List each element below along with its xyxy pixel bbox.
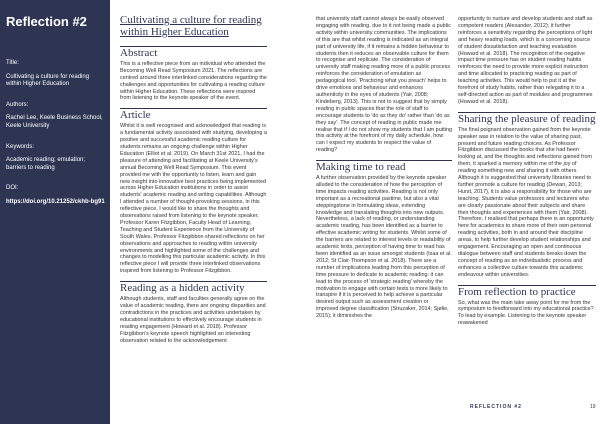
hidden-activity-paragraph: Although students, staff and faculties generally agree on the value of academic reading, there are ongoing disparities and contradictions in the practices and activities undertaken by educational institutions to effectively encourage students in reading engagement (Howard et al. 2018). Professor Fitzgibbon's keynote speech highlighted an interesting observation related to the acknowledgement — [120, 296, 266, 344]
keywords-label: Keywords: — [6, 143, 35, 150]
column-3 — [458, 16, 596, 331]
sharing-heading: Sharing the pleasure of reading — [458, 112, 596, 125]
column-2 — [316, 16, 452, 324]
column-1 — [120, 14, 267, 348]
article-heading: Article — [120, 108, 267, 119]
time-heading: Making time to read — [316, 160, 452, 171]
page-number: 19 — [590, 404, 596, 410]
hidden-activity-heading: Reading as a hidden activity — [120, 281, 267, 292]
article-paragraph: Whilst it is well recognised and acknowledged that reading is a fundamental activity associated with studying, developing a positive and successful academic reading culture for students remains an ongoing challenge within Higher Education (Elliot et al. 2019). On March 31st 2021, I had the pleasure of attending and facilitating at Keele University's annual Becoming Well Read Symposium. This event provided me with the opportunity to listen, learn and gain new insight into innovative best practices being implemented across Higher Education institutions in order to assist students' academic reading and writing capabilities. Although I attended a number of thought-provoking sessions, in this reflective piece, I would like to share the thoughts and observations raised from listening to the keynote speaker, Professor Karen Fitzgibbon, Faculty Head of Learning, Teaching and Student Experience from the University of South Wales. Professor Fitzgibbon shared reflections on her observations and approaches to reading within university environments and highlighted some of the challenges and changes to modelling this particular academic activity. In this reflective piece I will provide three interlinked observations inspired from listening to Professor Fitzgibbon. — [120, 123, 267, 275]
sharing-paragraph: The final poignant observation gained from the keynote speaker was in relation to the value of sharing past, present and future reading choices. As Professor Fitzgibbon discussed the books that she had been looking at, and the thoughts and reflections gained from them, it sparked a memory within me of the joy of reading something new and sharing it with others. Although it is suggested that university libraries need to further promote a culture for reading (Dewan, 2013; Hurst, 2017), it is also a responsibility for those who are teaching. Students value professors and lecturers who are clearly passionate about their subjects and share their thoughts and experiences with them (Yair, 2008). Therefore, I realised that perhaps there is an opportunity here for academics to share more of their own personal reading activities, both in and around their discipline areas, to help further develop student relationships and engagement. Encouraging an open and continuous dialogue between staff and students breaks down the concept of reading as an individualistic process and enhances a collective culture towards this academic endeavour within universities. — [458, 126, 594, 278]
sidebar — [0, 0, 110, 424]
article-title: Cultivating a culture for reading within Higher Education — [120, 14, 262, 38]
title-label: Title: — [6, 60, 19, 66]
doi-label: DOI: — [6, 185, 19, 192]
keywords-value: Academic reading; emulation; barriers to reading — [6, 157, 86, 171]
reading-loads-paragraph: opportunity to nurture and develop students and staff as competent readers (Alexander, 2012); it further reinforces a sensitivity regarding the perceptions of light and heavy reading loads, which is a concerning source of student dissatisfaction and teaching evaluation (Howard et al. 2018). The recognition of the negative impact time pressure has on student reading habits reinforces the need to provide more explicit instruction and time allocated to practicing reading as part of teaching activities. This would help to put it at the forefront of study habits, rather than relegating it to a self-directed action as part of modules and programmes (Howard et al. 2018). — [458, 16, 593, 105]
abstract-text: This is a reflective piece from an individual who attended the Becoming Well Read Symposium 2021. The reflections are centred around three interlinked considerations regarding the challenges and opportunities for cultivating a reading culture within Higher Education. These reflections were inspired from listening to the keynote speaker of the event. — [120, 60, 267, 102]
doi-link[interactable]: https://doi.org/10.21252/ckhb-bg91 — [6, 198, 105, 205]
authors-value: Rachel Lee, Keele Business School, Keele University — [6, 115, 103, 129]
abstract-heading: Abstract — [120, 46, 267, 57]
time-paragraph: A further observation provided by the keynote speaker alluded to the consideration of how the perception of time impacts reading activities. Reading is not only important as a recreational pastime, but also a vital steppingstone in formulating ideas, extending knowledge and translating thoughts into new outputs. Nevertheless, a lack of reading, or understanding academic reading, has been identified as a barrier to effective academic writing for students. Whilst some of the barriers are related to interest levels or readability of academic texts, perception of having time to read has been identified as an issue amongst students (Isaa et al. 2012; St Clair-Thompson et al. 2018). There are a number of implications leading from this perception of time pressure to dedicate to academic reading: it can lead to the process of 'strategic reading' whereby the motivation to engage with certain texts is more likely to transpire if it is perceived to help achieve a particular desired output such as assessment creation or improved degree classification (Struzaker, 2014; Sjølie, 2015); it diminishes the — [316, 175, 452, 320]
article-metadata — [6, 60, 106, 213]
emulation-paragraph: that university staff cannot always be easily observed engaging with reading, due to it not being made a public activity within university communities. The implications of this are that whilst reading is indicated as an integral part of university life, if it remains a hidden behaviour to students then it reduces an observable culture for them to recognise and replicate. The consideration of university staff making reading more of a public process reinforces the consideration of emulation as pedagogical tool. 'Practicing what you preach' helps to drive emotions and behaviour and enhances authenticity in the eyes of students (Yair, 2008; Kindeberg, 2013). This is not to suggest that by simply reading in public spaces that the role of staff to encourage students to 'do as they do' rather than 'do as they say'. The concept of reading in public made me realise that if I do not show my students that I am putting this activity at the forefront of my daily schedule, how can I expect my students to respect the value of reading? — [316, 16, 453, 154]
authors-label: Authors: — [6, 101, 29, 108]
reflection-heading: Reflection #2 — [6, 14, 87, 29]
running-head: REFLECTION #2 — [470, 404, 522, 410]
practice-paragraph: So, what was the main take away point for me from the symposium to feedforward into my educational practice? To lead by example. Listening to the keynote speaker reawakened — [458, 299, 594, 327]
title-value: Cultivating a culture for reading within Higher Education — [6, 73, 90, 88]
practice-heading: From reflection to practice — [458, 285, 596, 296]
